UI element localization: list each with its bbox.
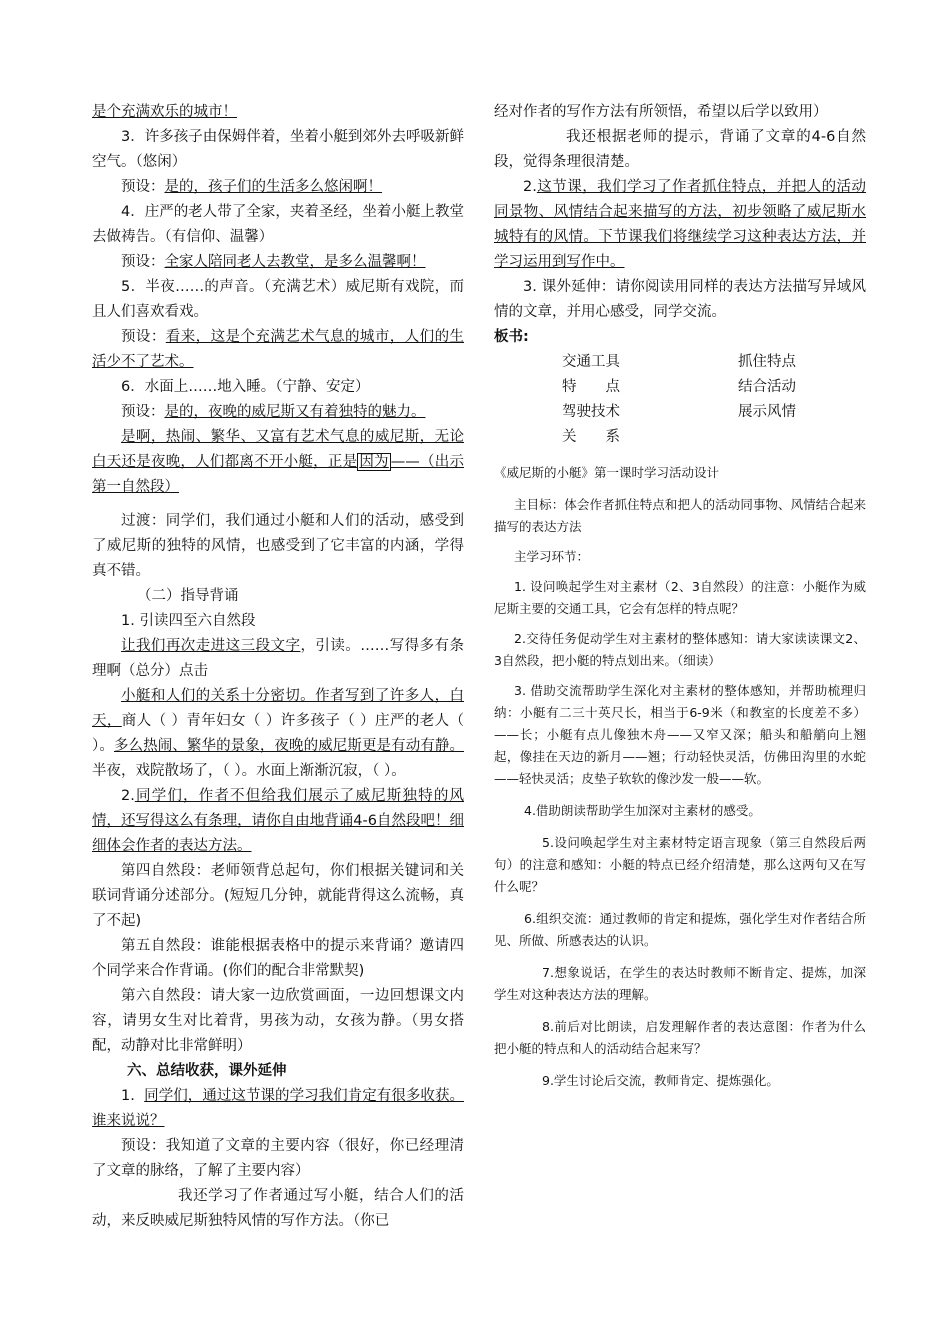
- paragraph: 1. 同学们，通过这节课的学习我们肯定有很多收获。谁来说说？: [92, 1088, 465, 1129]
- table-cell: 特 点: [562, 379, 620, 395]
- paragraph: 预设：我知道了文章的主要内容（很好，你已经理清了文章的脉络，了解了主要内容）: [92, 1138, 464, 1179]
- list-item: 3. 借助交流帮助学生深化对主素材的整体感知，并帮助梳理归纳：小艇有二三十英尺长，相当于6-9米（和教室的长度差不多）——长；小艇有点儿像独木舟——又窄又深；船头和船艄向上翘起，像挂在天边的新月——翘；行动轻快灵活，仿佛田沟里的水蛇——轻快灵活；皮垫子软软的像沙发一般——软。: [494, 683, 866, 786]
- section-heading: 六、总结收获，课外延伸: [127, 1063, 287, 1079]
- list-item: 7.想象说话，在学生的表达时教师不断肯定、提炼，加深学生对这种表达方法的理解。: [494, 965, 866, 1002]
- underlined-text: 多么热闹、繁华的景象，夜晚的威尼斯更是有动有静。: [113, 738, 465, 754]
- list-item: 4.借助朗读帮助学生加深对主素材的感受。: [524, 803, 761, 818]
- list-item: 2.交待任务促动学生对主素材的整体感知：请大家读读课文2、3自然段，把小艇的特点划出来。（细读）: [494, 631, 866, 668]
- table-cell: 结合活动: [738, 379, 796, 395]
- paragraph: 是个充满欢乐的城市！: [92, 104, 237, 120]
- underlined-text: 同学们，通过这节课的学习我们肯定有很多收获。谁来说说？: [92, 1088, 465, 1129]
- underlined-text: ——（出示第一自然段）: [92, 454, 465, 495]
- board-title: 板书:: [494, 329, 529, 345]
- paragraph: 小艇和人们的关系十分密切。作者写到了许多人，白天，商人（ ）青年妇女（ ）许多孩子（ ）庄严的老人（ ）。多么热闹、繁华的景象，夜晚的威尼斯更是有动有静。半夜，戏院散场了，（ ）。水面上渐渐沉寂，（ ）。: [92, 688, 465, 779]
- paragraph: 2.同学们，作者不但给我们展示了威尼斯独特的风情，还写得这么有条理，请你自由地背诵4-6自然段吧！细细体会作者的表达方法。: [92, 788, 464, 854]
- design-title: 《威尼斯的小艇》第一课时学习活动设计: [494, 465, 720, 480]
- paragraph: 主目标：体会作者抓住特点和把人的活动同事物、风情结合起来描写的表达方法: [494, 497, 866, 534]
- paragraph: 第五自然段：谁能根据表格中的提示来背诵？邀请四个同学来合作背诵。(你们的配合非常默契): [92, 938, 464, 979]
- table-cell: 关 系: [562, 429, 620, 445]
- paragraph: 1. 引读四至六自然段: [121, 613, 256, 629]
- paragraph: 第六自然段：请大家一边欣赏画面，一边回想课文内容，请男女生对比着背，男孩为动，女孩为静。（男女搭配，动静对比非常鲜明）: [92, 988, 464, 1054]
- list-item: 8.前后对比朗读，启发理解作者的表达意图：作者为什么把小艇的特点和人的活动结合起来写？: [494, 1019, 866, 1056]
- paragraph: 预设：全家人陪同老人去教堂，是多么温馨啊！: [121, 254, 426, 270]
- left-column: [92, 100, 464, 1234]
- underlined-text: 全家人陪同老人去教堂，是多么温馨啊！: [164, 254, 426, 270]
- paragraph: 我还根据老师的提示，背诵了文章的4-6自然段，觉得条理很清楚。: [494, 129, 866, 170]
- paragraph: 预设：是的，夜晚的威尼斯又有着独特的魅力。: [121, 404, 426, 420]
- paragraph: 预设：看来，这是个充满艺术气息的城市，人们的生活少不了艺术。: [92, 329, 464, 370]
- table-cell: [738, 425, 796, 450]
- boxed-text: 因为: [359, 454, 389, 470]
- underlined-text: 是的，孩子们的生活多么悠闲啊！: [164, 179, 382, 195]
- underlined-text: 小艇和人们的关系十分密切。作者写到了许多人，白天，: [92, 688, 464, 729]
- paragraph: 预设：是的，孩子们的生活多么悠闲啊！: [121, 179, 382, 195]
- table-cell: 抓住特点: [738, 354, 796, 370]
- paragraph: 主学习环节：: [514, 549, 590, 564]
- table-row: [562, 375, 796, 400]
- list-item: 9.学生讨论后交流，教师肯定、提炼强化。: [542, 1073, 779, 1088]
- table-row: [562, 425, 796, 450]
- underlined-text: 让我们再次走进这三段文字: [121, 638, 301, 654]
- table-cell: 展示风情: [738, 404, 796, 420]
- paragraph: 过渡：同学们，我们通过小艇和人们的活动，感受到了威尼斯的独特的风情，也感受到了它丰富的内涵，学得真不错。: [92, 513, 464, 579]
- paragraph: 经对作者的写作方法有所领悟，希望以后学以致用）: [494, 104, 828, 120]
- underlined-text: 这节课，我们学习了作者抓住特点，并把人的活动同景物、风情结合起来描写的方法，初步领略了威尼斯水城特有的风情。下节课我们将继续学习这种表达方法，并学习运用到写作中。: [494, 179, 866, 270]
- underlined-text: 同学们，作者不但给我们展示了威尼斯独特的风情，还写得这么有条理，请你自由地背诵4-6自然段吧！细细体会作者的表达方法。: [92, 788, 464, 854]
- paragraph: [92, 425, 464, 500]
- table-cell: 交通工具: [562, 354, 620, 370]
- list-item: 1. 设问唤起学生对主素材（2、3自然段）的注意：小艇作为威尼斯主要的交通工具，它会有怎样的特点呢？: [494, 579, 866, 616]
- board-table: [562, 350, 796, 450]
- table-row: [562, 350, 796, 375]
- underlined-text: 看来，这是个充满艺术气息的城市，人们的生活少不了艺术。: [92, 329, 464, 370]
- paragraph: 让我们再次走进这三段文字，引读。……写得多有条理啊（总分）点击: [92, 638, 465, 679]
- table-cell: 驾驶技术: [562, 404, 620, 420]
- list-item: 5.设问唤起学生对主素材特定语言现象（第三自然段后两句）的注意和感知：小艇的特点已经介绍清楚，那么这两句又在写什么呢？: [494, 835, 866, 894]
- paragraph: 第四自然段：老师领背总起句，你们根据关键词和关联词背诵分述部分。(短短几分钟，就能背得这么流畅，真了不起): [92, 863, 464, 929]
- paragraph: 5．半夜……的声音。（充满艺术）威尼斯有戏院，而且人们喜欢看戏。: [92, 279, 464, 320]
- underlined-text: 是的，夜晚的威尼斯又有着独特的魅力。: [164, 404, 426, 420]
- paragraph: 4．庄严的老人带了全家，夹着圣经，坐着小艇上教堂去做祷告。（有信仰、温馨）: [92, 204, 464, 245]
- underlined-text: 是啊，热闹、繁华、又富有艺术气息的威尼斯，无论白天还是夜晚，人们都离不开小艇，正是: [92, 429, 464, 470]
- table-row: [562, 400, 796, 425]
- paragraph: 6．水面上……地入睡。（宁静、安定）: [121, 379, 370, 395]
- list-item: 6.组织交流：通过教师的肯定和提炼，强化学生对作者结合所见、所做、所感表达的认识。: [494, 911, 866, 948]
- section-heading: （二）指导背诵: [137, 588, 239, 604]
- paragraph: 3. 课外延伸：请你阅读用同样的表达方法描写异域风情的文章，并用心感受，同学交流。: [494, 279, 866, 320]
- right-column: [494, 100, 866, 1092]
- paragraph: 3．许多孩子由保姆伴着，坐着小艇到郊外去呼吸新鲜空气。（悠闲）: [92, 129, 464, 170]
- paragraph: 我还学习了作者通过写小艇，结合人们的活动，来反映威尼斯独特风情的写作方法。（你已: [92, 1188, 464, 1229]
- paragraph: 2.这节课，我们学习了作者抓住特点，并把人的活动同景物、风情结合起来描写的方法，初步领略了威尼斯水城特有的风情。下节课我们将继续学习这种表达方法，并学习运用到写作中。: [494, 179, 866, 270]
